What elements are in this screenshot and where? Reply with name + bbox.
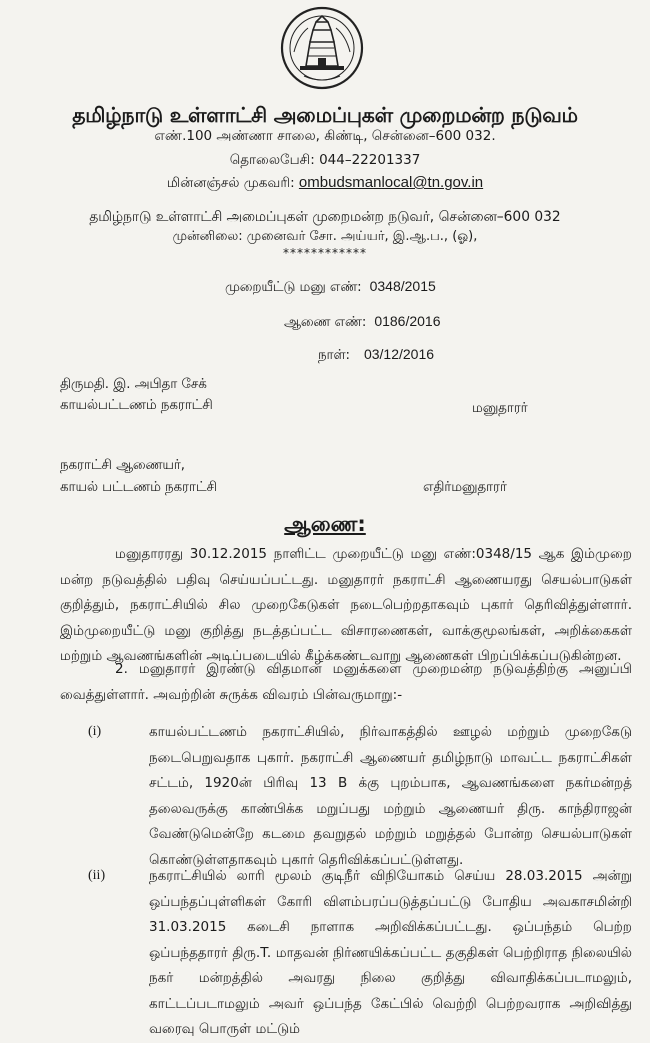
office-email-line: [0, 174, 650, 193]
presiding-line: முன்னிலை: முனைவர் சோ. அய்யர், இ.ஆ.ப., (ஓ),: [172, 229, 478, 244]
office-phone: தொலைபேசி: 044–22201337: [229, 152, 421, 168]
order-number-label: ஆணை எண்:: [284, 315, 367, 330]
petitioner-name: திருமதி. இ. அபிதா சேக்: [60, 377, 207, 392]
item-ii-number: (ii): [88, 868, 106, 883]
paragraph-1: மனுதாரரது 30.12.2015 நாளிட்ட முறையீட்டு மனு எண்:0348/15 ஆக இம்முறை மன்ற நடுவத்தில் பதிவு செய்யப்பட்டது. மனுதாரர் நகராட்சி ஆணையரது செயல்பாடுகள் குறித்தும், நகராட்சியில் சில முறைகேடுகள் நடைபெற்றதாகவும் புகார் தெரிவித்துள்ளார். இம்முறையீட்டு மனு குறித்து நடத்தப்பட்ட விசாரணைகள், வாக்குமூலங்கள், அறிக்கைகள் மற்றும் ஆவணங்களின் அடிப்படையில் கீழ்க்கண்டவாறு ஆணைகள் பிறப்பிக்கப்படுகின்றன.: [60, 546, 632, 664]
appeal-number-label: முறையீட்டு மனு எண்:: [225, 280, 362, 295]
order-number-row: [284, 313, 441, 331]
email-link[interactable]: ombudsmanlocal@tn.gov.in: [298, 174, 484, 191]
order-date: 03/12/2016: [363, 346, 435, 362]
tamil-nadu-emblem-icon: [280, 6, 364, 90]
respondent-title: நகராட்சி ஆணையர்,: [60, 458, 185, 473]
petitioner-role: மனுதாரர்: [472, 401, 528, 416]
email-label: மின்னஞ்சல் முகவரி:: [166, 175, 295, 191]
office-address: எண்.100 அண்ணா சாலை, கிண்டி, சென்னை–600 032.: [154, 128, 496, 144]
date-label: நாள்:: [318, 348, 350, 363]
court-line: தமிழ்நாடு உள்ளாட்சி அமைப்புகள் முறைமன்ற நடுவர், சென்னை–600 032: [89, 209, 561, 225]
respondent-role: எதிர்மனுதாரர்: [423, 480, 507, 495]
appeal-number: 0348/2015: [369, 278, 436, 294]
separator: ************: [283, 246, 367, 260]
item-ii-text: நகராட்சியில் லாரி மூலம் குடிநீர் விநியோகம் செய்ய 28.03.2015 அன்று ஒப்பந்தப்புள்ளிகள் கோரி விளம்பரப்படுத்தப்பட்டு போதிய அவகாசமின்றி 31.03.2015 கடைசி நாளாக அறிவிக்கப்பட்டது. ஒப்பந்தம் பெற்ற ஒப்பந்ததாரர் திரு.T. மாதவன் நிர்ணயிக்கப்பட்ட தகுதிகள் பெற்றிராத நிலையில் நகர் மன்றத்தில் அவரது நிலை குறித்து விவாதிக்கப்படாமலும், காட்டப்படாமலும் அவர் ஒப்பந்த கேட்பில் வெற்றி பெற்றவராக அறிவித்து வரைவு பொருள் மட்டும்: [149, 868, 632, 1037]
petitioner-place: காயல்பட்டணம் நகராட்சி: [60, 398, 213, 413]
item-i-text: காயல்பட்டணம் நகராட்சியில், நிர்வாகத்தில் ஊழல் மற்றும் முறைகேடு நடைபெறுவதாக புகார். நகராட்சி ஆணையர் தமிழ்நாடு மாவட்ட நகராட்சிகள் சட்டம், 1920ன் பிரிவு 13 B க்கு புறம்பாக, ஆவணங்களை நகர்மன்றத் தலைவருக்கு காண்பிக்க மறுப்பது மற்றும் ஆணையர் திரு. காந்திராஜன் வேண்டுமென்றே கடமை தவறுதல் மற்றும் மறுத்தல் போன்ற செயல்பாடுகள் கொண்டுள்ளதாகவும் புகார் தெரிவிக்கப்பட்டுள்ளது.: [149, 724, 632, 868]
paragraph-2: 2. மனுதாரர் இரண்டு விதமான மனுக்களை முறைமன்ற நடுவத்திற்கு அனுப்பி வைத்துள்ளார். அவற்றின் சுருக்க விவரம் பின்வருமாறு:-: [60, 661, 632, 703]
appeal-number-row: [225, 278, 436, 296]
office-title: தமிழ்நாடு உள்ளாட்சி அமைப்புகள் முறைமன்ற நடுவம்: [72, 103, 578, 127]
order-number: 0186/2016: [374, 313, 441, 329]
date-row: [318, 346, 434, 364]
item-i-number: (i): [88, 724, 102, 739]
order-heading: ஆணை:: [284, 512, 366, 536]
respondent-place: காயல் பட்டணம் நகராட்சி: [60, 480, 217, 495]
